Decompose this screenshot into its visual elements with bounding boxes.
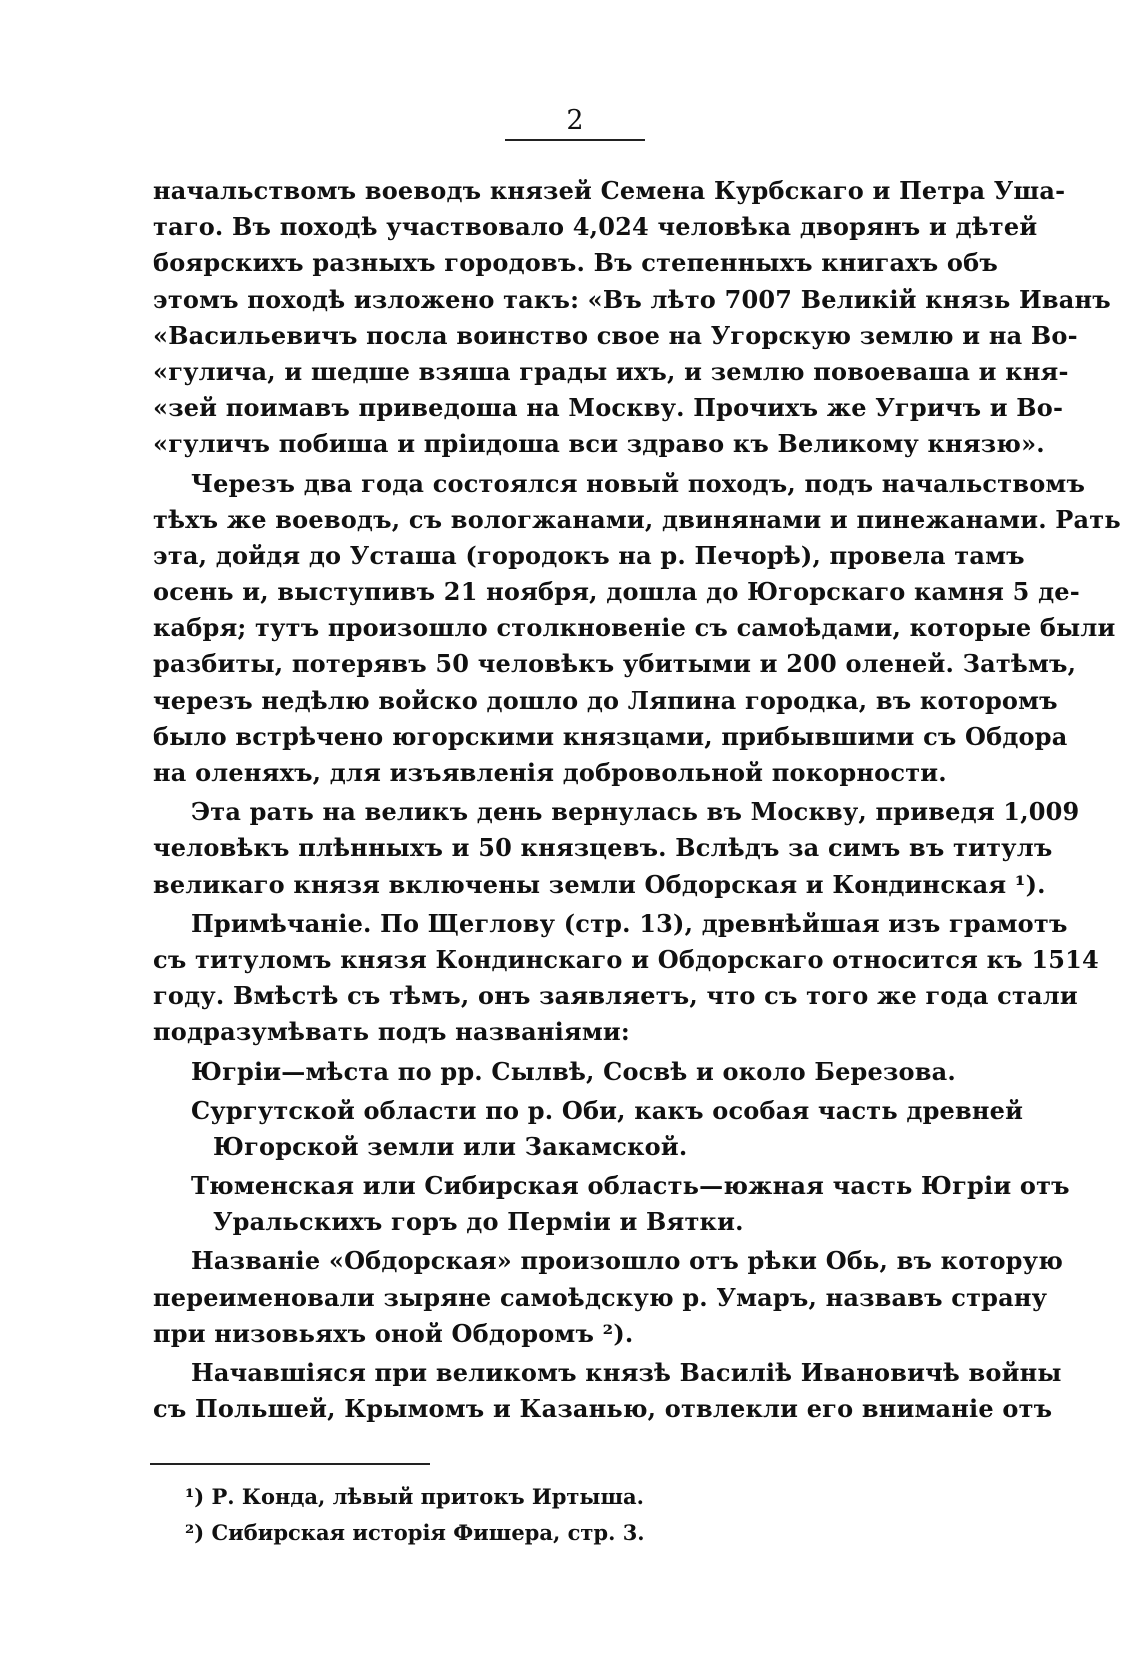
text-line: Начавшіяся при великомъ князѣ Василіѣ Ивановичѣ войны — [191, 1358, 1062, 1387]
footnote: ¹) Р. Конда, лѣвый притокъ Иртыша. — [185, 1484, 644, 1509]
list-item: Сургутской области по р. Оби, какъ особая часть древней — [191, 1095, 1024, 1125]
text-line: Черезъ два года состоялся новый походъ, подъ начальствомъ — [191, 468, 1086, 498]
text-line: Эта рать на великъ день вернулась въ Москву, приведя 1,009 — [191, 797, 1080, 827]
text-line: при низовьяхъ оной Обдоромъ ²). — [153, 1318, 634, 1348]
list-item-cont: Уральскихъ горъ до Перміи и Вятки. — [213, 1207, 744, 1237]
footnotes — [185, 1479, 645, 1551]
text-line: «гуличъ побиша и пріидоша вси здраво къ Великому князю». — [153, 429, 1045, 459]
text-line: съ Польшей, Крымомъ и Казанью, отвлекли его вниманіе отъ — [153, 1394, 1053, 1424]
note-line: году. Вмѣстѣ съ тѣмъ, онъ заявляетъ, что съ того же года стали — [153, 981, 1078, 1011]
footnote: ²) Сибирская исторія Фишера, стр. 3. — [185, 1520, 645, 1545]
note-line: съ титуломъ князя Кондинскаго и Обдорскаго относится къ 1514 — [153, 944, 1099, 974]
text-line: этомъ походѣ изложено такъ: «Въ лѣто 7007 Великій князь Иванъ — [153, 284, 1111, 314]
text-line: кабря; тутъ произошло столкновеніе съ самоѣдами, которые были — [153, 613, 1116, 643]
text-line: осень и, выступивъ 21 ноября, дошла до Югорскаго камня 5 де- — [153, 577, 1080, 607]
text-line: «зей поимавъ приведоша на Москву. Прочихъ же Угричъ и Во- — [153, 393, 1064, 423]
text-line: великаго князя включены земли Обдорская и Кондинская ¹). — [153, 869, 1046, 899]
note-line: Примѣчаніе. По Щеглову (стр. 13), древнѣйшая изъ грамотъ — [191, 908, 1068, 938]
text-line: таго. Въ походѣ участвовало 4,024 человѣка дворянъ и дѣтей — [153, 212, 1038, 242]
body-text — [153, 173, 1121, 1427]
footnote-rule — [150, 1463, 430, 1465]
header-rule — [505, 139, 645, 141]
text-line: эта, дойдя до Усташа (городокъ на р. Печорѣ), провела тамъ — [153, 540, 1025, 570]
text-line: на оленяхъ, для изъявленія добровольной покорности. — [153, 758, 947, 787]
page-number: 2 — [566, 105, 584, 136]
text-line: разбиты, потерявъ 50 человѣкъ убитыми и 200 оленей. Затѣмъ, — [153, 649, 1077, 679]
text-line: боярскихъ разныхъ городовъ. Въ степенныхъ книгахъ объ — [153, 248, 998, 278]
text-line: тѣхъ же воеводъ, съ вологжанами, двинянами и пинежанами. Рать — [153, 504, 1121, 534]
list-item: Югріи—мѣста по рр. Сылвѣ, Сосвѣ и около Березова. — [191, 1056, 956, 1086]
text-line: Названіе «Обдорская» произошло отъ рѣки Обь, въ которую — [191, 1246, 1064, 1276]
text-line: переименовали зыряне самоѣдскую р. Умаръ, назвавъ страну — [153, 1282, 1048, 1312]
list-item-cont: Югорской земли или Закамской. — [213, 1131, 688, 1161]
list-item: Тюменская или Сибирская область—южная часть Югріи отъ — [191, 1171, 1070, 1201]
text-line: было встрѣчено югорскими князцами, прибывшими съ Обдора — [153, 721, 1068, 751]
note-line: подразумѣвать подъ названіями: — [153, 1017, 630, 1047]
text-line: черезъ недѣлю войско дошло до Ляпина городка, въ которомъ — [153, 685, 1058, 715]
text-line: человѣкъ плѣнныхъ и 50 князцевъ. Вслѣдъ за симъ въ титулъ — [153, 833, 1053, 863]
text-line: «Васильевичъ посла воинство свое на Угорскую землю и на Во- — [153, 320, 1078, 350]
text-line: начальствомъ воеводъ князей Семена Курбскаго и Петра Уша- — [153, 176, 1066, 205]
text-line: «гулича, и шедше взяша грады ихъ, и землю повоеваша и кня- — [153, 356, 1069, 386]
